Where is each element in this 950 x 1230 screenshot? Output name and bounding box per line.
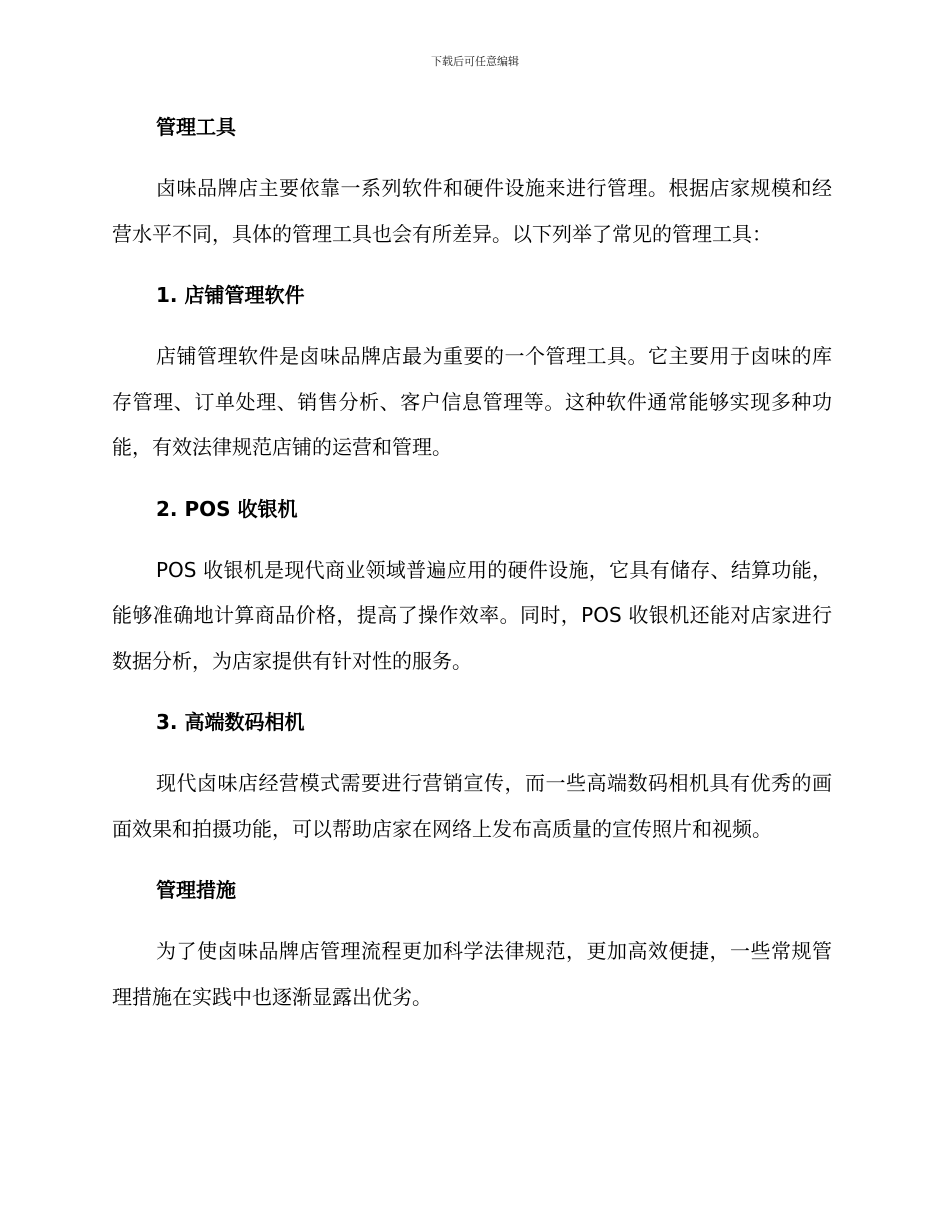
section-paragraph-management-tools: 卤味品牌店主要依靠一系列软件和硬件设施来进行管理。根据店家规模和经营水平不同，具体的管理工具也会有所差异。以下列举了常见的管理工具： [112,176,832,246]
section-heading-store-software: 1. 店铺管理软件 [156,283,305,307]
section-paragraph-store-software: 店铺管理软件是卤味品牌店最为重要的一个管理工具。它主要用于卤味的库存管理、订单处理、销售分析、客户信息管理等。这种软件通常能够实现多种功能，有效法律规范店铺的运营和管理。 [112,344,832,459]
section-heading-management-tools: 管理工具 [156,115,236,139]
section-heading-pos-register: 2. POS 收银机 [156,496,298,521]
page-header-note: 下载后可任意编辑 [431,55,519,68]
section-heading-management-measures: 管理措施 [156,878,236,902]
section-paragraph-digital-camera: 现代卤味店经营模式需要进行营销宣传，而一些高端数码相机具有优秀的画面效果和拍摄功能，可以帮助店家在网络上发布高质量的宣传照片和视频。 [112,771,832,841]
document-body [112,110,832,1020]
section-paragraph-management-measures: 为了使卤味品牌店管理流程更加科学法律规范，更加高效便捷，一些常规管理措施在实践中也逐渐显露出优劣。 [112,939,832,1009]
section-heading-digital-camera: 3. 高端数码相机 [156,710,305,734]
section-paragraph-pos-register: POS 收银机是现代商业领域普遍应用的硬件设施，它具有储存、结算功能，能够准确地计算商品价格，提高了操作效率。同时，POS 收银机还能对店家进行数据分析，为店家提供有针对性的服务。 [112,557,832,673]
